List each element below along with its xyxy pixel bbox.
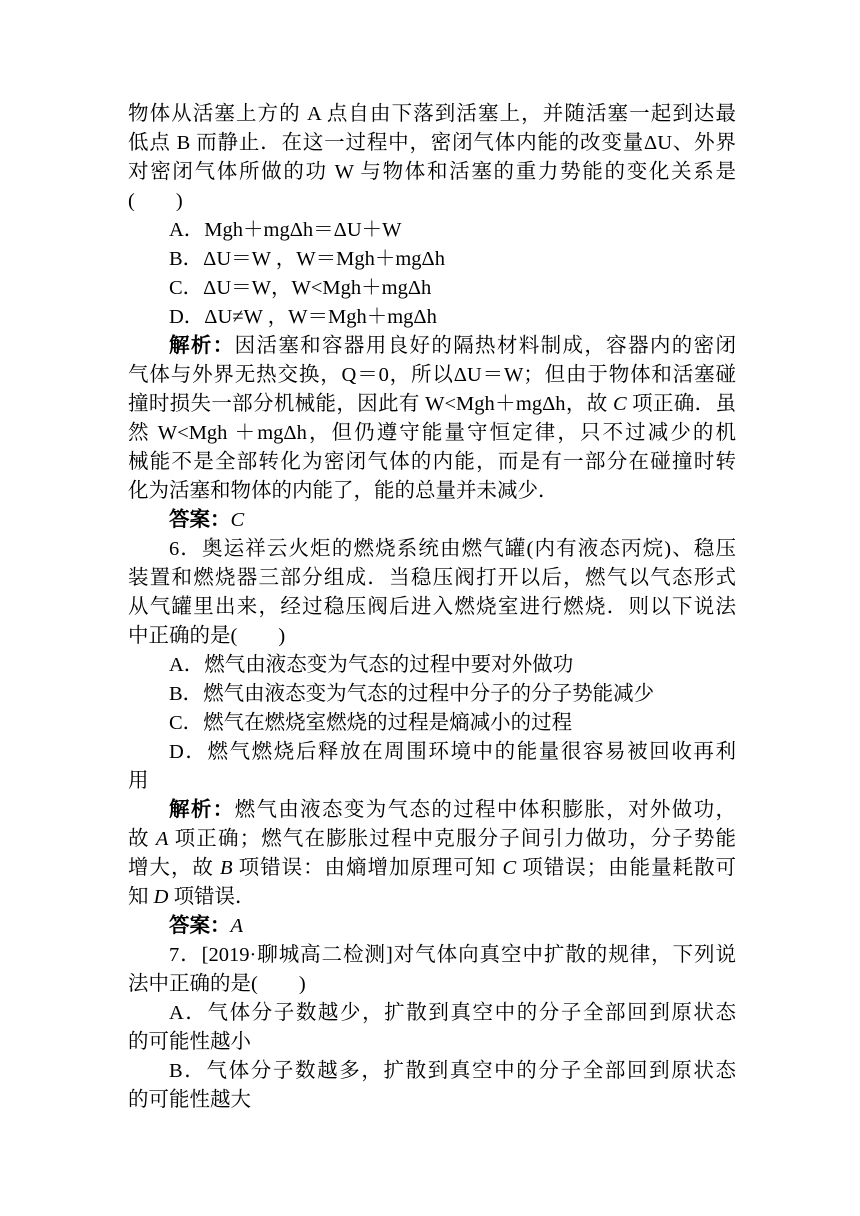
question-6-option-c: C．燃气在燃烧室燃烧的过程是熵减小的过程 — [169, 712, 573, 734]
question-6-option-b: B．燃气由液态变为气态的过程中分子的分子势能减少 — [169, 683, 655, 705]
analysis-label: 解析： — [169, 799, 235, 821]
question-7-stem-line: 7．[2019·聊城高二检测]对气体向真空中扩散的规律，下列说 — [169, 944, 736, 966]
question-5-option-d: D．ΔU≠W ，W＝Mgh＋mgΔh — [169, 306, 437, 328]
question-6-stem-line: 6．奥运祥云火炬的燃烧系统由燃气罐(内有液态丙烷)、稳压 — [169, 538, 736, 560]
answer-value: C — [230, 509, 245, 531]
question-5-analysis-line: 解析：因活塞和容器用良好的隔热材料制成，容器内的密闭 — [169, 335, 737, 357]
question-6-option-a: A．燃气由液态变为气态的过程中要对外做功 — [169, 654, 574, 676]
question-5-analysis-line: 然 W<Mgh ＋mgΔh，但仍遵守能量守恒定律，只不过减少的机 — [128, 422, 736, 444]
answer-value: A — [230, 915, 244, 937]
question-6-stem-line: 装置和燃烧器三部分组成．当稳压阀打开以后，燃气以气态形式 — [128, 567, 736, 589]
question-5-analysis-line: 气体与外界无热交换，Q＝0，所以ΔU＝W；但由于物体和活塞碰 — [128, 364, 736, 386]
question-7-stem-line: 法中正确的是( ) — [128, 973, 306, 995]
question-6-analysis-line: 增大，故 B 项错误：由熵增加原理可知 C 项错误；由能量耗散可 — [128, 857, 737, 879]
question-7-option-b-continued: 的可能性越大 — [128, 1089, 251, 1111]
question-5-answer — [128, 506, 736, 535]
question-6-analysis-line: 知 D 项错误． — [128, 886, 256, 908]
question-6-stem-line: 中正确的是( ) — [128, 625, 286, 647]
answer-label: 答案： — [169, 509, 231, 531]
question-6-analysis-line: 解析：燃气由液态变为气态的过程中体积膨胀，对外做功， — [169, 799, 737, 821]
question-5-option-a: A．Mgh＋mgΔh＝ΔU＋W — [169, 219, 402, 241]
question-6-stem-line: 从气罐里出来，经过稳压阀后进入燃烧室进行燃烧．则以下说法 — [128, 596, 736, 618]
question-7-option-a: A．气体分子数越少，扩散到真空中的分子全部回到原状态 — [169, 1002, 736, 1024]
question-7-option-a-continued: 的可能性越小 — [128, 1031, 251, 1053]
question-5-analysis-line: 化为活塞和物体的内能了，能的总量并未减少． — [128, 480, 559, 502]
question-6-analysis-line: 故 A 项正确；燃气在膨胀过程中克服分子间引力做功，分子势能 — [128, 828, 736, 850]
question-5-analysis-line: 撞时损失一部分机械能，因此有 W<Mgh＋mgΔh，故 C 项正确．虽 — [128, 393, 737, 415]
question-5-analysis-line: 械能不是全部转化为密闭气体的内能，而是有一部分在碰撞时转 — [128, 451, 736, 473]
question-5-stem-line: 对密闭气体所做的功 W 与物体和活塞的重力势能的变化关系是 — [128, 161, 736, 183]
question-5-stem-line: 物体从活塞上方的 A 点自由下落到活塞上，并随活塞一起到达最 — [128, 103, 736, 125]
question-5-answer-blank: ( ) — [128, 190, 183, 212]
question-5-stem-line: 低点 B 而静止．在这一过程中，密闭气体内能的改变量ΔU、外界 — [128, 132, 736, 154]
answer-label: 答案： — [169, 915, 231, 937]
question-6-option-d: D．燃气燃烧后释放在周围环境中的能量很容易被回收再利 — [169, 741, 736, 763]
question-7-option-b: B．气体分子数越多，扩散到真空中的分子全部回到原状态 — [169, 1060, 736, 1082]
analysis-label: 解析： — [169, 335, 235, 357]
question-5-option-c: C．ΔU＝W，W<Mgh＋mgΔh — [169, 277, 432, 299]
document-body — [128, 100, 736, 1115]
question-6-option-d-continued: 用 — [128, 770, 149, 792]
question-5-option-b: B．ΔU＝W ，W＝Mgh＋mgΔh — [169, 248, 445, 270]
question-6-answer — [128, 912, 736, 941]
